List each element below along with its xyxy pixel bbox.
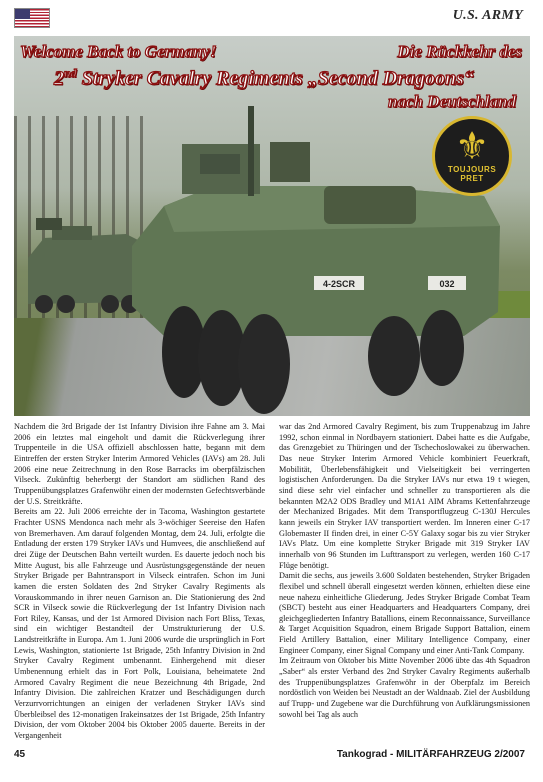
article-paragraph: Im Zeitraum von Oktober bis Mitte November 2006 übte das 4th Squadron „Saber“ als erster Verband des 2nd Stryker Cavalry Regiments außerhalb des Truppenübungsplatzes Grafenwöhr in der Oberpfalz im Bereich nordöstlich von Weiden bei Neustadt an der Waldnaab. Ziel der Ausbildung auf Trupp- und Zugebene war die Durchführung von Aufklärungsmissionen sowohl bei Tag als auch bbox=[279, 656, 530, 719]
badge-motto: TOUJOURS PRET bbox=[447, 165, 497, 183]
article-paragraph: Nachdem die 3rd Brigade der 1st Infantry Division ihre Fahne am 3. Mai 2006 ein letztes mal eingeholt und damit die Rückverlegung ihrer Truppenteile in die USA offiziell abschlossen hatte, begann mit dem Eintreffen der ersten Stryker Interim Armored Vehicles (IAVs) am 28. Juli 2006 eine neue Zeitrechnung in den Rose Barracks im oberpfälzischen Vilseck. Zukünftig beherbergt der Standort am südlichen Rand des Truppenübungsplatzes Grafenwöhr einen der modernsten Gefechtsverbände der U.S. Streitkräfte. bbox=[14, 422, 266, 506]
publication-credit: Tankograd - MILITÄRFAHRZEUG 2/2007 bbox=[336, 749, 525, 760]
title-english: Welcome Back to Germany! bbox=[20, 42, 217, 61]
title-unit-name: 2nd Stryker Cavalry Regiments „Second Dragoons“ bbox=[54, 66, 474, 90]
rear-stryker-vehicle bbox=[28, 218, 142, 313]
plate-right: 032 bbox=[439, 279, 455, 289]
fleur-de-lis-icon: ⚜ bbox=[454, 126, 490, 168]
article-paragraph: Damit die sechs, aus jeweils 3.600 Soldaten bestehenden, Stryker Brigaden flexibel und schnell überall eingesetzt werden können, erhielten diese eine neue nahezu einheitliche Gliederung. Jedes Stryker Brigade Combat Team (SBCT) besteht aus einer Headquarters and Headquarters Company, drei gleichgegliederten Infantry Batallions, einem Reconnaissance, Surveillance & Target Acquisition Squadron, einem Brigade Support Battalion, einem Field Artillery Battalion, einer Military Intelligence Company, einer Engineer Company, einer Signal Company und einer Anti-Tank Company. bbox=[279, 571, 530, 655]
hero-photo bbox=[14, 36, 530, 416]
article-paragraph: war das 2nd Armored Cavalry Regiment, bis zum Truppenabzug im Jahre 1992, schon einmal in Nordbayern stationiert. Dabei hatte es die Aufgabe, das Grenzgebiet zu Thüringen und der Tschechoslowakei zu überwachen. Das neue Stryker Interim Armored Vehicle kombiniert Feuerkraft, Mobilität, Überlebensfähigkeit und Vielseitigkeit bei verringerten logistischen Anforderungen. Da die Stryker IAVs nur etwa 19 t wiegen, sind diese sehr viel einfacher und schneller zu transportieren als die bekannten M2A2 ODS Bradley und M1A1 AIM Abrams Kettenfahrzeuge der Mechanized Brigades. Mit dem Transportflugzeug C-130J Hercules kann jeweils ein Stryker IAV transportiert werden. Im Inneren einer C-17 Globemaster II finden drei, in einer C-5Y Galaxy sogar bis zu vier Stryker IAVs Platz. Um eine komplette Stryker Brigade mit 319 Stryker IAV innerhalb von 96 Stunden im Lufttransport zu verlegen, werden 160 C-17 Flüge benötigt. bbox=[279, 422, 530, 570]
title-german-line1: Die Rückkehr des bbox=[397, 42, 522, 61]
us-flag-icon bbox=[14, 8, 50, 28]
page-number: 45 bbox=[14, 749, 26, 760]
section-header: U.S. ARMY bbox=[452, 8, 523, 23]
article-column-right bbox=[279, 422, 530, 720]
article-column-left bbox=[14, 422, 265, 742]
regiment-badge bbox=[432, 116, 512, 196]
title-german-line3: nach Deutschland bbox=[388, 92, 516, 111]
plate-left: 4-2SCR bbox=[322, 279, 356, 289]
article-paragraph: Bereits am 22. Juli 2006 erreichte der in Tacoma, Washington gestartete Frachter USNS Mendonca nach mehr als 3-wöchiger Seereise den Hafen von Bremerhaven. Am darauf folgenden Montag, dem 24. Juli, erfolgte die Entladung der ersten 179 Stryker IAVs und Humvees, die anschließend auf drei Züge der Deutschen Bahn verteilt wurden. Es dauerte jedoch noch bis Mitte August, bis alle Fahrzeuge und Ausrüstungsgegenstände der neuen Stryker Brigade per Bahntransport in Vilseck eintrafen. Schon im Juni kamen die ersten Soldaten des 2nd Stryker Cavalry Regiments als Vorauskommando in ihrer neuen Garnison an. Die Stationierung des 2nd SCR in Vilseck sowie die Rückverlegung der 1st Infantry Division nach Fort Riley, Kansas, und der 1st Armored Division nach Fort Bliss, Texas, sind ein wichtiger Bestandteil der Umstrukturierung der U.S. Landstreitkräfte in Europa. Am 1. Juni 2006 wurde die ursprünglich in Fort Lewis, Washington, stationierte 1st Brigade, 25th Infantry Division in 2nd Stryker Cavalry Regiment umbenannt. Einhergehend mit dieser Umbenennung erhielt das in Fort Polk, Louisiana, beheimatete 2nd Armored Cavalry Regiment die neue Bezeichnung 4th Brigade, 2nd Infantry Division. Die zahlreichen Kratzer und Beschädigungen durch Verzurrvorrichtungen an einigen der verladenen Stryker IAVs sind Überbleibsel des 12-monatigen Irakeinsatzes der 1st Brigade, 25th Infantry Division, der vom Oktober 2004 bis Oktober 2005 dauerte. Bereits in der Vergangenheit bbox=[14, 507, 265, 741]
